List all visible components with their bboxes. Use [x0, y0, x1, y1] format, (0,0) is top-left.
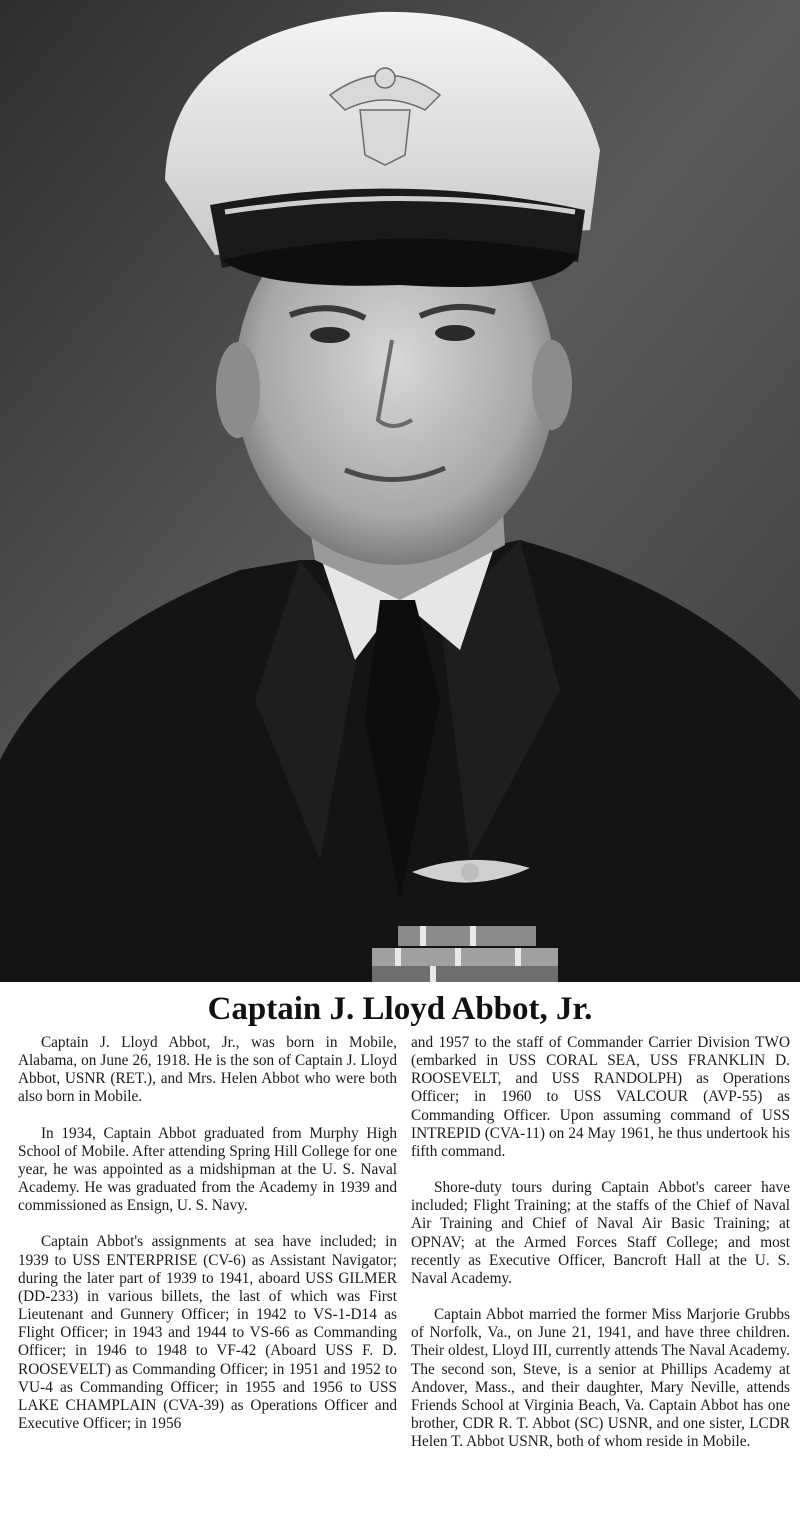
paragraph: Captain J. Lloyd Abbot, Jr., was born in Mobile, Alabama, on June 26, 1918. He is the son of Captain J. Lloyd Abbot, USNR (RET.), and Mrs. Helen Abbot who were both also born in Mobile.	[18, 1034, 397, 1106]
article-title: Captain J. Lloyd Abbot, Jr.	[207, 991, 593, 1027]
article-body	[18, 1034, 790, 1534]
left-column	[18, 1034, 397, 1534]
paragraph-continued: and 1957 to the staff of Commander Carrier Division TWO (embarked in USS CORAL SEA, USS FRANKLIN D. ROOSEVELT, and USS RANDOLPH) as Operations Officer; in 1960 to USS VALCOUR (AVP-55) as Commanding Officer. Upon assuming command of USS INTREPID (CVA-11) on 24 May 1961, he thus undertook his fifth command.	[411, 1034, 790, 1160]
paragraph: Captain Abbot married the former Miss Marjorie Grubbs of Norfolk, Va., on June 21, 1941, and have three children. Their oldest, Lloyd III, currently attends The Naval Academy. The second son, Steve, is a senior at Phillips Academy at Andover, Mass., and their daughter, Mary Neville, attends Friends School at Virginia Beach, Va. Captain Abbot has one brother, CDR R. T. Abbot (SC) USNR, and one sister, LCDR Helen T. Abbot USNR, both of whom reside in Mobile.	[411, 1306, 790, 1451]
right-column	[411, 1034, 790, 1534]
paragraph: Shore-duty tours during Captain Abbot's career have included; Flight Training; at the staffs of the Chief of Naval Air Training and Chief of Naval Air Basic Training; at OPNAV; at the Armed Forces Staff College; and most recently as Executive Officer, Bancroft Hall at the U. S. Naval Academy.	[411, 1179, 790, 1287]
paragraph: Captain Abbot's assignments at sea have included; in 1939 to USS ENTERPRISE (CV-6) as Assistant Navigator; during the later part of 1939 to 1941, aboard USS GILMER (DD-233) in various billets, the last of which was First Lieutenant and Gunnery Officer; in 1942 to VS-1-D14 as Flight Officer; in 1943 and 1944 to VS-66 as Commanding Officer; in 1946 to 1948 to VF-42 (Aboard USS F. D. ROOSEVELT) as Commanding Officer; in 1951 and 1952 to VU-4 as Commanding Officer; in 1955 and 1956 to USS LAKE CHAMPLAIN (CVA-39) as Operations Officer and Executive Officer; in 1956	[18, 1233, 397, 1432]
paragraph: In 1934, Captain Abbot graduated from Murphy High School of Mobile. After attending Spring Hill College for one year, he was appointed as a midshipman at the U. S. Naval Academy. He was graduated from the Academy in 1939 and commissioned as Ensign, U. S. Navy.	[18, 1124, 397, 1215]
